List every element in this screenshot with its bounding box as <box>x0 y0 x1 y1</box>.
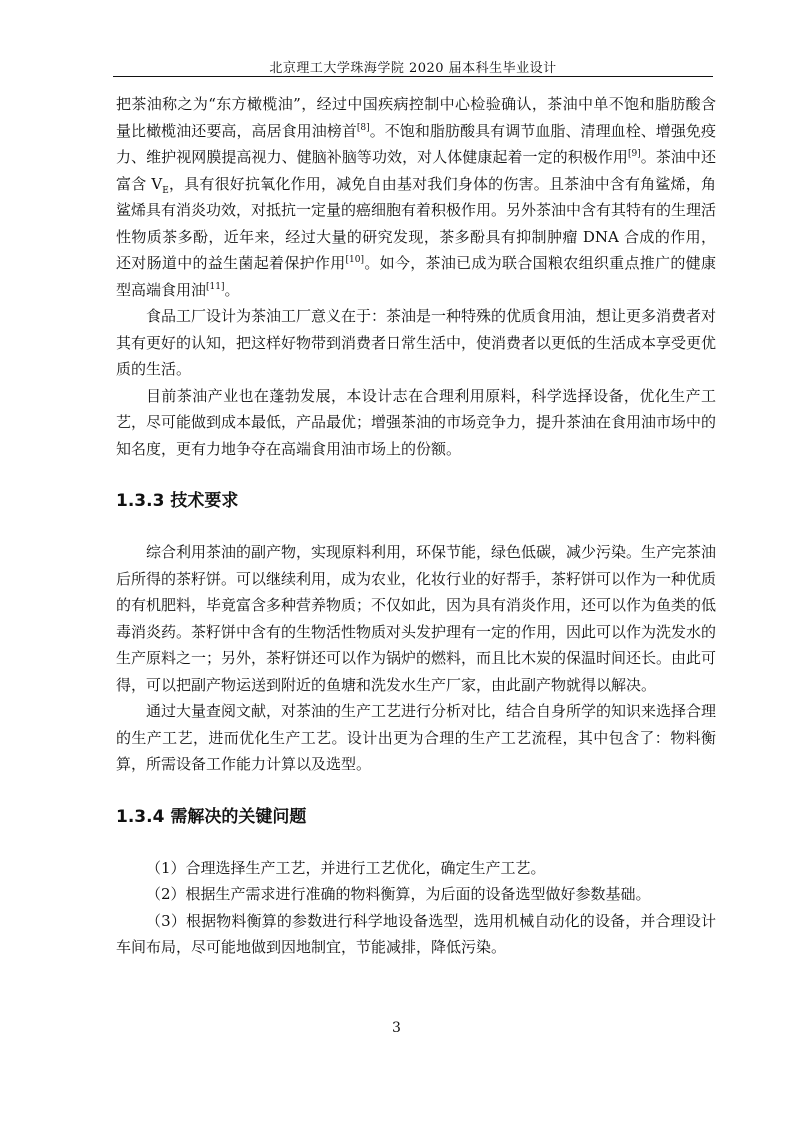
section-heading-1-3-4: 1.3.4 需解决的关键问题 <box>116 806 307 827</box>
section-heading-1-3-3: 1.3.3 技术要求 <box>116 491 239 511</box>
header-rule <box>113 76 713 77</box>
text-run: 。 <box>224 280 240 299</box>
citation-9: [9] <box>627 149 641 159</box>
citation-8: [8] <box>356 122 370 133</box>
section-133-paragraph-2: 通过大量查阅文献，对茶油的生产工艺进行分析对比，结合自身所学的知识来选择合理的生产工艺，进而优化生产工艺。设计出更为合理的生产工艺流程，其中包含了：物料衡算，所需设备工作能力计算以及选型。 <box>116 702 717 773</box>
list-item: （3）根据物料衡算的参数进行科学地设备选型，选用机械自动化的设备，并合理设计车间布局，尽可能地做到因地制宜，节能减排，降低污染。 <box>116 911 716 956</box>
subscript-e: E <box>162 185 169 196</box>
text-run: 。如今，茶油已成为联合国粮农组织重点推广的健康型高端食用油 <box>116 254 716 299</box>
intro-paragraph-3: 目前茶油产业也在蓬勃发展，本设计志在合理利用原料，科学选择设备，优化生产工艺，尽可能做到成本最低，产品最优；增强茶油的市场竞争力，提升茶油在食用油市场中的知名度，更有力地争夺在高端食用油市场上的份额。 <box>116 386 717 458</box>
citation-10: [10] <box>345 255 365 265</box>
list-item: （2）根据生产需求进行准确的物料衡算，为后面的设备选型做好参数基础。 <box>146 885 651 903</box>
text-run: 。不饱和脂肪酸具有调节血脂、清理血栓、增强免疫力、维护视网膜提高视力、健脑补脑等功效，对人体健康起着一定的积极作用 <box>116 121 716 166</box>
section-133-paragraph-1: 综合利用茶油的副产物，实现原料利用，环保节能，绿色低碳，减少污染。生产完茶油后所得的茶籽饼。可以继续利用，成为农业，化妆行业的好帮手，茶籽饼可以作为一种优质的有机肥料，毕竟富含多种营养物质；不仅如此，因为具有消炎作用，还可以作为鱼类的低毒消炎药。茶籽饼中含有的生物活性物质对头发护理有一定的作用，因此可以作为洗发水的生产原料之一；另外，茶籽饼还可以作为锅炉的燃料，而且比木炭的保温时间还长。由此可得，可以把副产物运送到附近的鱼塘和洗发水生产厂家，由此副产物就得以解决。 <box>116 543 717 694</box>
text-run: 。茶油中还富含 V <box>116 148 716 193</box>
intro-paragraph-1 <box>116 91 716 303</box>
running-header: 北京理工大学珠海学院 2020 届本科生毕业设计 <box>269 61 557 76</box>
citation-11: [11] <box>206 281 225 292</box>
page-body <box>116 91 716 961</box>
intro-paragraph-2: 食品工厂设计为茶油工厂意义在于：茶油是一种特殊的优质食用油，想让更多消费者对其有更好的认知，把这样好物带到消费者日常生活中，使消费者以更低的生活成本享受更优质的生活。 <box>116 307 717 378</box>
list-item: （1）合理选择生产工艺，并进行工艺优化，确定生产工艺。 <box>146 858 546 877</box>
text-run: 把茶油称之为“东方橄榄油”，经过中国疾病控制中心检验确认，茶油中单不饱和脂肪酸含量比橄榄油还要高，高居食用油榜首 <box>116 95 716 140</box>
text-run: ，具有很好抗氧化作用，减免自由基对我们身体的伤害。且茶油中含有角鲨烯，角鲨烯具有消炎功效，对抵抗一定量的癌细胞有着积极作用。另外茶油中含有其特有的生理活性物质茶多酚，近年来，经过大量的研究发现，茶多酚具有抑制肿瘤 DNA 合成的作用，还对肠道中的益生菌起着保护作用 <box>116 174 717 272</box>
page-number: 3 <box>392 1020 401 1036</box>
